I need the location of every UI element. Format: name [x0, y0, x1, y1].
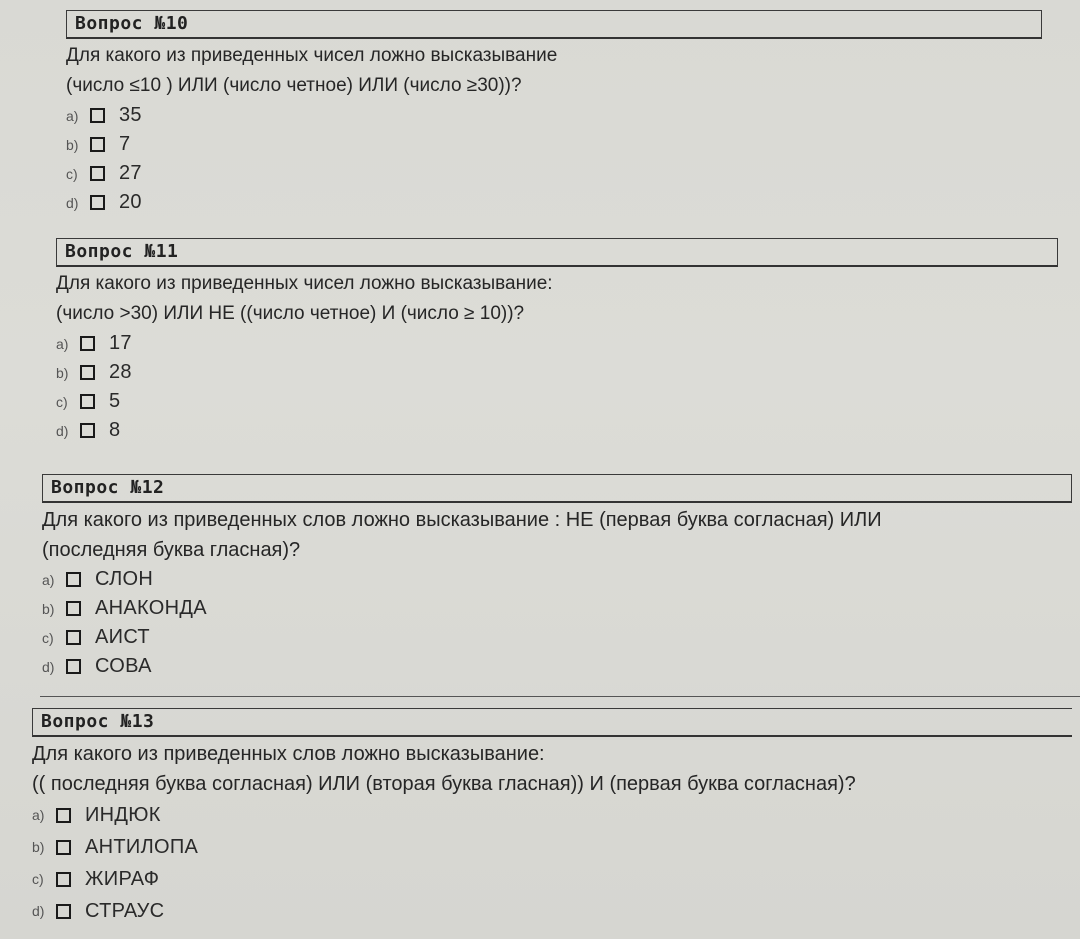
option-letter: c): [42, 629, 54, 646]
option-letter: d): [32, 903, 45, 919]
option-letter: b): [32, 839, 45, 855]
option-d[interactable]: [66, 188, 1042, 217]
option-value: АНТИЛОПА: [85, 835, 199, 858]
option-letter: d): [66, 194, 79, 211]
option-value: 8: [109, 419, 121, 441]
question-12: [42, 474, 1072, 681]
checkbox[interactable]: [90, 195, 105, 210]
option-value: 7: [119, 133, 131, 155]
option-value: СТРАУС: [85, 899, 165, 922]
option-c[interactable]: [66, 159, 1042, 188]
question-text-line: Для какого из приведенных слов ложно высказывание : НЕ (первая буква согласная) ИЛИ: [42, 509, 882, 531]
checkbox[interactable]: [80, 394, 95, 409]
option-value: 5: [109, 390, 121, 412]
option-c[interactable]: [42, 623, 1072, 652]
question-text: [66, 41, 1042, 101]
option-letter: d): [42, 658, 55, 675]
options-list: [42, 565, 1072, 681]
option-value: 35: [119, 104, 142, 126]
option-b[interactable]: [66, 130, 1042, 159]
option-letter: b): [66, 136, 79, 153]
option-letter: b): [56, 364, 69, 381]
option-letter: c): [66, 165, 78, 182]
question-header: Вопрос №11: [56, 238, 1058, 267]
option-letter: a): [32, 807, 45, 823]
option-letter: a): [66, 107, 79, 124]
checkbox[interactable]: [66, 659, 81, 674]
option-a[interactable]: [32, 799, 1072, 831]
option-d[interactable]: [42, 652, 1072, 681]
question-11: [56, 238, 1058, 445]
option-b[interactable]: [32, 831, 1072, 863]
question-text: [42, 505, 1072, 565]
question-text-line: (последняя буква гласная)?: [42, 539, 301, 561]
checkbox[interactable]: [90, 137, 105, 152]
option-value: АНАКОНДА: [95, 597, 207, 619]
checkbox[interactable]: [80, 336, 95, 351]
question-text-line: Для какого из приведенных чисел ложно высказывание: [66, 45, 558, 66]
checkbox[interactable]: [56, 872, 71, 887]
checkbox[interactable]: [66, 630, 81, 645]
option-value: 27: [119, 162, 142, 184]
checkbox[interactable]: [56, 808, 71, 823]
question-text-line: (число ≤10 ) ИЛИ (число четное) ИЛИ (число ≥30))?: [66, 75, 522, 96]
section-divider: [40, 696, 1080, 697]
option-a[interactable]: [66, 101, 1042, 130]
option-a[interactable]: [42, 565, 1072, 594]
question-header: Вопрос №12: [42, 474, 1072, 503]
checkbox[interactable]: [66, 601, 81, 616]
checkbox[interactable]: [90, 108, 105, 123]
question-text: [56, 269, 1058, 329]
question-10: [66, 10, 1042, 217]
question-text-line: (( последняя буква согласная) ИЛИ (вторая буква гласная)) И (первая буква согласная)?: [32, 773, 856, 795]
option-b[interactable]: [42, 594, 1072, 623]
option-value: ИНДЮК: [85, 803, 161, 826]
options-list: [32, 799, 1072, 927]
option-value: СОВА: [95, 655, 152, 677]
question-text-line: Для какого из приведенных чисел ложно высказывание:: [56, 273, 553, 294]
option-letter: c): [32, 871, 44, 887]
option-value: 28: [109, 361, 132, 383]
option-d[interactable]: [32, 895, 1072, 927]
option-value: АИСТ: [95, 626, 150, 648]
checkbox[interactable]: [90, 166, 105, 181]
option-b[interactable]: [56, 358, 1058, 387]
question-13: [32, 708, 1072, 927]
option-d[interactable]: [56, 416, 1058, 445]
option-value: СЛОН: [95, 568, 154, 590]
option-c[interactable]: [32, 863, 1072, 895]
checkbox[interactable]: [66, 572, 81, 587]
checkbox[interactable]: [80, 365, 95, 380]
options-list: [66, 101, 1042, 217]
question-text-line: (число >30) ИЛИ НЕ ((число четное) И (число ≥ 10))?: [56, 303, 525, 324]
option-a[interactable]: [56, 329, 1058, 358]
option-letter: c): [56, 393, 68, 410]
question-header: Вопрос №13: [32, 708, 1072, 737]
option-value: 20: [119, 191, 142, 213]
option-c[interactable]: [56, 387, 1058, 416]
checkbox[interactable]: [56, 840, 71, 855]
question-header: Вопрос №10: [66, 10, 1042, 39]
checkbox[interactable]: [80, 423, 95, 438]
question-text: [32, 739, 1072, 799]
option-letter: a): [42, 571, 55, 588]
option-letter: b): [42, 600, 55, 617]
option-value: 17: [109, 332, 132, 354]
question-text-line: Для какого из приведенных слов ложно высказывание:: [32, 743, 545, 765]
options-list: [56, 329, 1058, 445]
checkbox[interactable]: [56, 904, 71, 919]
option-letter: d): [56, 422, 69, 439]
option-letter: a): [56, 335, 69, 352]
option-value: ЖИРАФ: [85, 867, 160, 890]
